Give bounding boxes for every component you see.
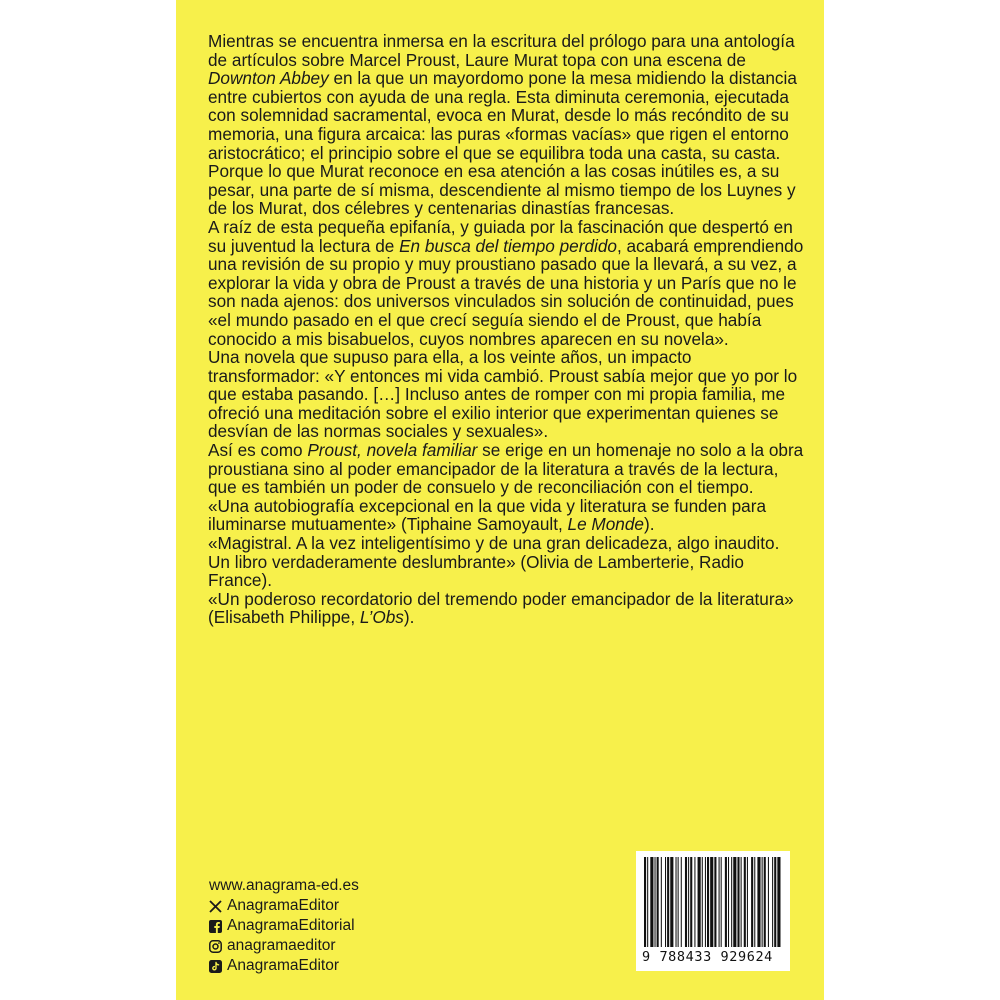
x-handle[interactable] — [209, 896, 509, 916]
text-run: «Magistral. A la vez inteligentísimo y de una gran delicadeza, algo inaudito. Un libro verdaderamente deslumbrante» (Olivia de Lamberterie, Radio France). — [208, 533, 780, 591]
text-run: , acabará emprendiendo una revisión de su propio y muy proustiano pasado que la llevará, a su vez, a explorar la vida y obra de Proust a través de una historia y un París que no le son nada ajenos: dos universos vinculados sin solución de continuidad, pues «el mundo pasado en el que crecí seguía siendo el de Proust, que había conocido a mis bisabuelos, cuyos nombres aparecen en su novela». — [208, 235, 804, 349]
publisher-contacts — [209, 876, 509, 976]
blurb-paragraph — [208, 441, 804, 497]
tiktok-handle-text[interactable]: AnagramaEditor — [227, 957, 340, 974]
barcode-bars — [642, 857, 784, 947]
blurb-paragraph — [208, 348, 804, 441]
facebook-handle[interactable] — [209, 916, 509, 936]
text-run: A raíz de esta pequeña epifanía, y guiada por la fascinación que despertó en su juventud la lectura de — [208, 216, 793, 256]
text-run: Una novela que supuso para ella, a los veinte años, un impacto transformador: «Y entonces mi vida cambió. Proust sabía mejor que yo por lo que estaba pasando. […] Incluso antes de romper con mi propia familia, me ofreció una meditación sobre el exilio interior que experimentan quienes se desvían de las normas sociales y sexuales». — [208, 347, 798, 442]
facebook-icon — [209, 920, 222, 933]
press-quote — [208, 534, 804, 590]
blurb-text — [208, 32, 804, 627]
text-run: Así es como — [208, 440, 308, 461]
text-run: «Un poderoso recordatorio del tremendo poder emancipador de la literatura» (Elisabeth Philippe, — [208, 588, 794, 628]
text-run: «Una autobiografía excepcional en la que vida y literatura se funden para iluminarse mutuamente» (Tiphaine Samoyault, — [208, 495, 767, 535]
publication-name: L’Obs — [359, 607, 404, 628]
x-handle-text[interactable]: AnagramaEditor — [227, 897, 340, 914]
instagram-handle[interactable] — [209, 936, 509, 956]
text-run: en la que un mayordomo pone la mesa midiendo la distancia entre cubiertos con ayuda de una regla. Esta diminuta ceremonia, ejecutada con solemnidad sacramental, evoca en Murat, desde lo más recóndito de su memoria, una figura arcaica: las puras «formas vacías» que rigen el entorno aristocrático; el principio sobre el que se equilibra toda una casta, su casta. Porque lo que Murat reconoce en esa atención a las cosas inútiles es, a su pesar, una parte de sí misma, descendiente al mismo tiempo de los Luynes y de los Murat, dos célebres y centenarias dinastías francesas. — [208, 68, 797, 219]
show-title: Downton Abbey — [208, 68, 329, 89]
text-run: se erige en un homenaje no solo a la obra proustiana sino al poder emancipador de la literatura a través de la lectura, que es también un poder de consuelo y de reconciliación con el tiempo. — [208, 440, 804, 498]
book-title: En busca del tiempo perdido — [399, 235, 617, 256]
website-url[interactable]: www.anagrama-ed.es — [209, 877, 359, 894]
instagram-handle-text[interactable]: anagramaeditor — [227, 937, 336, 954]
x-icon — [209, 900, 222, 913]
blurb-paragraph — [208, 32, 804, 218]
publication-name: Le Monde — [567, 514, 644, 535]
isbn-barcode — [636, 851, 790, 971]
book-title: Proust, novela familiar — [307, 440, 478, 461]
blurb-paragraph — [208, 218, 804, 348]
instagram-icon — [209, 940, 222, 953]
press-quote — [208, 497, 804, 534]
text-run: Mientras se encuentra inmersa en la escritura del prólogo para una antología de artículos sobre Marcel Proust, Laure Murat topa con una escena de — [208, 31, 795, 70]
isbn-number: 9 788433 929624 — [642, 949, 773, 965]
press-quote — [208, 590, 804, 627]
tiktok-handle[interactable] — [209, 956, 509, 976]
tiktok-icon — [209, 960, 222, 973]
text-run: ). — [403, 607, 415, 628]
back-cover — [176, 0, 824, 1000]
facebook-handle-text[interactable]: AnagramaEditorial — [227, 917, 355, 934]
website-link[interactable] — [209, 876, 509, 896]
text-run: ). — [643, 514, 655, 535]
